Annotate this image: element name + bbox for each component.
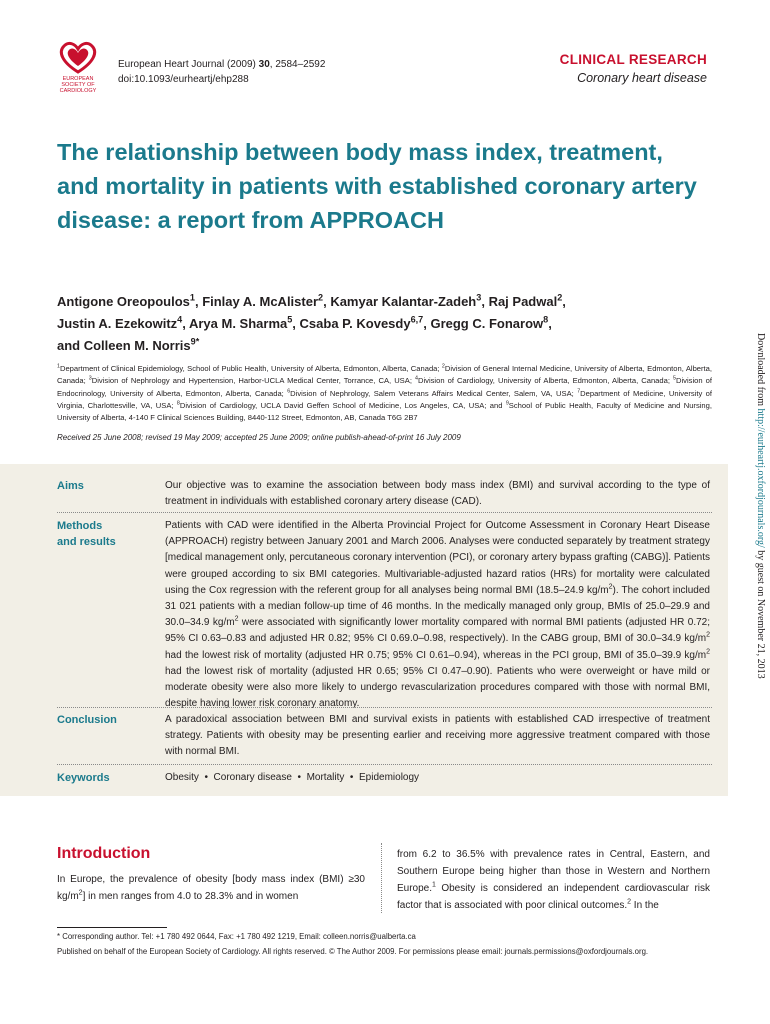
section-label: CLINICAL RESEARCH bbox=[559, 52, 707, 67]
aims-text: Our objective was to examine the association between body mass index (BMI) and survival according to the type of treatment in individuals with established coronary artery disease (CAD). bbox=[165, 480, 710, 508]
author: Csaba P. Kovesdy$^{6,7}$, bbox=[299, 314, 431, 331]
footnote-rule bbox=[57, 927, 167, 928]
author: and Colleen M. Norris$^{9*}$ bbox=[57, 336, 200, 353]
publisher-note: Published on behalf of the European Society of Cardiology. All rights reserved. © The Author 2009. For permissions please email: journals.permissions@oxfordjournals.org. bbox=[57, 947, 649, 956]
structured-abstract bbox=[0, 464, 728, 796]
keyword: Coronary disease bbox=[213, 772, 292, 783]
aims-label: Aims bbox=[57, 480, 84, 492]
article-title: The relationship between body mass index, treatment, and mortality in patients with established coronary artery disease: a report from APPROACH bbox=[57, 139, 697, 233]
divider bbox=[57, 707, 712, 708]
author: Finlay A. McAlister$^2$, bbox=[202, 292, 331, 309]
author: Kamyar Kalantar-Zadeh$^3$, bbox=[330, 292, 489, 309]
author: Justin A. Ezekowitz$^4$, bbox=[57, 314, 189, 331]
subsection-label: Coronary heart disease bbox=[577, 71, 707, 85]
received-dates: Received 25 June 2008; revised 19 May 2009; accepted 25 June 2009; online publish-ahead-of-print 16 July 2009 bbox=[57, 433, 461, 442]
intro-column-2: from 6.2 to 36.5% with prevalence rates in Central, Eastern, and Southern Europe being higher than those in Western and Northern Europe.$^1$ Obesity is considered an independent cardiovascular risk factor that is associated with poor clinical outcomes.$^2$ In the bbox=[397, 849, 710, 911]
affiliations: $^1$Department of Clinical Epidemiology, School of Public Health, University of Alberta, Edmonton, Alberta, Canada; $^2$Division of General Internal Medicine, University of Alberta, Edmonton, Alberta, Canada; $^3$Division of Nephrology and Hypertension, Harbor-UCLA Medical Center, Torrance, CA, USA; $^4$Division of Cardiology, University of Alberta, Edmonton, Alberta, Canada; $^5$Division of Endocrinology, University of Alberta, Edmonton, Alberta, Canada; $^6$Division of Nephrology, Salem Veterans Affairs Medical Center, Salem, VA, USA; $^7$Department of Medicine, University of Virginia, Charlottesville, VA, USA; $^8$Division of Cardiology, UCLA David Geffen School of Medicine, Los Angeles, CA, USA; and $^9$School of Public Health, Faculty of Medicine and Nursing, University of Alberta, 4-140 F Clinical Sciences Building, 8440-112 Street, Edmonton, AB, Canada T6G 2B7 bbox=[57, 363, 713, 423]
keyword: Obesity bbox=[165, 772, 199, 783]
conclusion-text: A paradoxical association between BMI and survival exists in patients with established CAD irrespective of treatment strategy. Patients with obesity may be presenting earlier and receiving more aggressive treatment compared with those with normal BMI. bbox=[165, 714, 710, 758]
divider bbox=[57, 764, 712, 765]
author: Arya M. Sharma$^5$, bbox=[188, 314, 300, 331]
keyword: Mortality bbox=[306, 772, 345, 783]
author-list bbox=[57, 291, 707, 357]
conclusion-label: Conclusion bbox=[57, 714, 117, 726]
download-notice: Downloaded from http://eurheartj.oxfordjournals.org/ by guest on November 21, 2013 bbox=[755, 333, 766, 679]
author: Gregg C. Fonarow$^8$, bbox=[430, 314, 552, 331]
methods-label: Methods and results bbox=[57, 520, 116, 548]
intro-column-1: In Europe, the prevalence of obesity [body mass index (BMI) ≥30 $kg/m^2$] in men ranges from 4.0 to 28.3% and in women bbox=[57, 874, 365, 902]
author: Raj Padwal$^2$, bbox=[488, 292, 566, 309]
author: Antigone Oreopoulos$^1$, bbox=[57, 292, 203, 309]
divider bbox=[57, 512, 712, 513]
download-url-link[interactable]: http://eurheartj.oxfordjournals.org/ bbox=[755, 408, 766, 548]
logo-text: EUROPEAN SOCIETY OF CARDIOLOGY bbox=[59, 76, 97, 94]
keywords-text: Obesity • Coronary disease • Mortality • Epidemiology bbox=[165, 772, 420, 783]
keywords-label: Keywords bbox=[57, 772, 110, 784]
corresponding-author-note: * Corresponding author. Tel: +1 780 492 0644, Fax: +1 780 492 1219, Email: colleen.norris@ualberta.ca bbox=[57, 932, 416, 941]
keyword: Epidemiology bbox=[359, 772, 420, 783]
methods-text: Patients with CAD were identified in the Alberta Provincial Project for Outcome Assessment in Coronary Heart Disease (APPROACH) registry between January 2001 and March 2006. Analyses were conducted separately by treatment strategy [medical management only, percutaneous coronary intervention (PCI), or coronary artery bypass grafting (CABG)]. Patients were grouped according to six BMI categories. Multivariable-adjusted hazard ratios (HRs) for mortality were calculated using the Cox regression with the referent group for all analyses being normal BMI (18.5–24.9 $kg/m^2$). The cohort included 31 021 patients with a median follow-up time of 46 months. In the medically managed only group, BMIs of 25.0–29.9 and 30.0–34.9 $kg/m^2$ were associated with significantly lower mortality compared with normal BMI patients (adjusted HR 0.72; 95% CI 0.63–0.83 and adjusted HR 0.82; 95% CI 0.69.0–0.98, respectively). In the CABG group, BMI of 30.0–34.9 $kg/m^2$ had the lowest risk of mortality (adjusted HR 0.75; 95% CI 0.61–0.94), whereas in the PCI group, BMI of 35.0–39.9 $kg/m^2$ had the lowest risk of mortality (adjusted HR 0.65; 95% CI 0.47–0.90). Patients who were overweight or have mild or moderate obesity were also more likely to undergo revascularization procedures compared with those with normal BMI, despite having lower risk coronary anatomy. bbox=[165, 520, 711, 710]
doi: doi:10.1093/eurheartj/ehp288 bbox=[118, 74, 249, 85]
journal-reference: European Heart Journal (2009) 30, 2584–2592 doi:10.1093/eurheartj/ehp288 bbox=[118, 59, 326, 85]
column-divider bbox=[381, 843, 382, 913]
introduction-heading: Introduction bbox=[57, 845, 151, 862]
